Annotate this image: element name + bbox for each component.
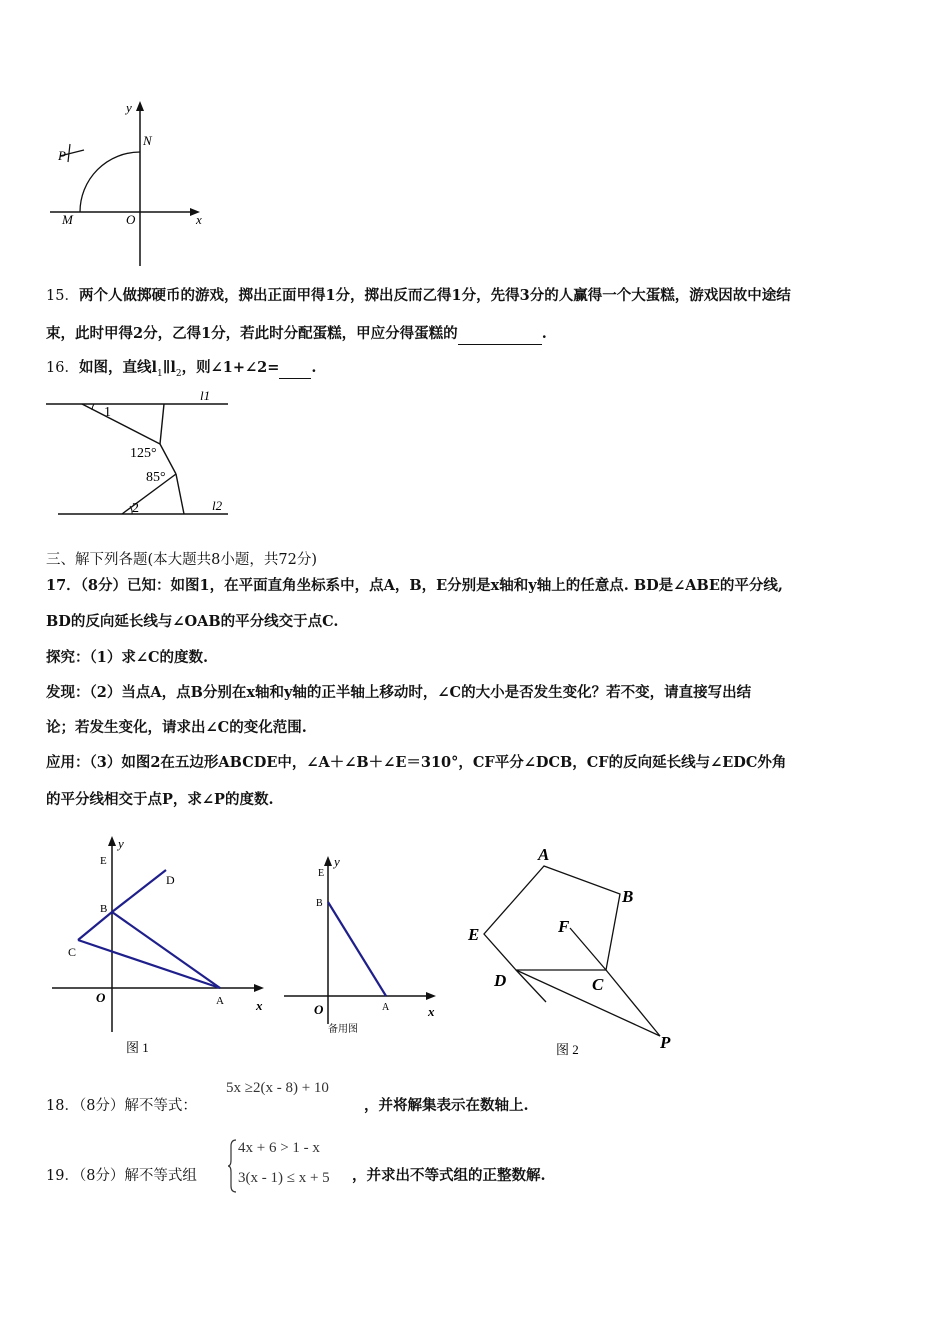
point-label-a: A — [538, 845, 550, 864]
point-label-e: E — [468, 925, 480, 944]
figure-1-caption: 图 1 — [126, 1040, 149, 1055]
point-label-n: N — [143, 133, 152, 148]
point-label-a: A — [382, 1002, 390, 1013]
point-label-a: A — [216, 995, 224, 1007]
question-17-explore: 探究：（1）求∠C的度数. — [46, 649, 209, 666]
axis-label-y: y — [118, 836, 124, 851]
point-label-b: B — [316, 898, 323, 909]
section-3-heading: 三、解下列各题(本大题共8小题，共72分) — [46, 552, 317, 568]
figure-q16-parallel-lines — [44, 386, 234, 520]
point-label-p: P — [660, 1033, 671, 1052]
question-15-line-1 — [46, 286, 791, 306]
figure-1 — [46, 828, 276, 1060]
question-17-discover-1: 发现：（2）当点A，点B分别在x轴和y轴的正半轴上移动时，∠C的大小是否发生变化？若不变，请直接写出结 — [46, 684, 752, 701]
answer-blank-15[interactable] — [458, 324, 542, 345]
answer-blank-16[interactable] — [279, 358, 311, 379]
question-19-suffix: ，并求出不等式组的正整数解. — [352, 1167, 546, 1184]
question-15-line-2: 束，此时甲得2分，乙得1分，若此时分配蛋糕，甲应分得蛋糕的 . — [46, 324, 547, 345]
origin-label: O — [96, 990, 106, 1005]
angle-label-125: 125° — [130, 446, 157, 461]
question-19-number: 19．（8分）解不等式组 — [46, 1168, 197, 1184]
point-label-b: B — [100, 903, 108, 915]
axis-label-x: x — [196, 212, 202, 227]
line-label-l2: l2 — [212, 498, 223, 513]
origin-label: O — [126, 212, 136, 227]
axis-label-y: y — [126, 100, 132, 115]
point-label-m: M — [62, 212, 73, 227]
point-label-e: E — [100, 855, 107, 867]
question-16: 16．如图，直线$l_1\parallel l_2$，则∠1+∠2= . — [46, 359, 317, 379]
question-18-number: 18．（8分）解不等式： — [46, 1098, 197, 1114]
figure-q14-coordinate — [44, 96, 219, 271]
figure-2-caption: 图 2 — [556, 1042, 579, 1057]
question-17-apply-1: 应用：（3）如图2在五边形ABCDE中，∠A＋∠B＋∠E＝310°，CF平分∠DCB，CF的反向延长线与∠EDC外角 — [46, 754, 787, 771]
angle-label-85: 85° — [146, 470, 166, 485]
axis-label-x: x — [256, 998, 263, 1013]
question-17-line-2: BD的反向延长线与∠OAB的平分线交于点C. — [46, 613, 339, 630]
point-label-p: P — [58, 148, 66, 163]
question-15-number: 15． — [46, 288, 79, 304]
question-18-formula: 5x ≥2(x - 8) + 10 — [226, 1080, 329, 1096]
question-17-discover-2: 论；若发生变化，请求出∠C的变化范围. — [46, 719, 307, 736]
question-19-inequality-2: 3(x - 1) ≤ x + 5 — [238, 1170, 330, 1186]
point-label-d: D — [166, 873, 175, 887]
question-17-line-1: 17．（8分）已知：如图1，在平面直角坐标系中，点A，B，E分别是x轴和y轴上的任意点. BD是∠ABE的平分线, — [46, 577, 783, 594]
point-label-c: C — [592, 975, 604, 994]
question-19-inequality-1: 4x + 6 > 1 - x — [238, 1140, 320, 1156]
point-label-e: E — [318, 868, 325, 879]
point-label-c: C — [68, 945, 77, 959]
point-label-b: B — [622, 887, 634, 906]
question-19-brace — [227, 1138, 237, 1194]
axis-label-x: x — [428, 1004, 435, 1019]
question-19 — [46, 1166, 197, 1186]
point-label-d: D — [494, 971, 507, 990]
question-15-text-2: 束，此时甲得2分，乙得1分，若此时分配蛋糕，甲应分得蛋糕的 — [46, 325, 458, 342]
figure-2 — [460, 836, 690, 1062]
origin-label: O — [314, 1002, 324, 1017]
question-16-number: 16． — [46, 360, 79, 376]
figure-spare-caption: 备用图 — [328, 1024, 358, 1035]
question-18 — [46, 1096, 197, 1116]
angle-label-1: 1 — [104, 405, 111, 420]
question-15-text-1: 两个人做掷硬币的游戏，掷出正面甲得1分，掷出反而乙得1分，先得3分的人赢得一个大蛋糕，游戏因故中途结 — [78, 287, 791, 304]
line-label-l1: l1 — [200, 388, 211, 403]
question-18-suffix: ，并将解集表示在数轴上. — [364, 1097, 529, 1114]
figure-spare — [280, 848, 450, 1038]
angle-label-2: 2 — [132, 501, 139, 516]
point-label-f: F — [558, 917, 570, 936]
axis-label-y: y — [334, 854, 340, 869]
question-17-apply-2: 的平分线相交于点P，求∠P的度数. — [46, 791, 274, 808]
